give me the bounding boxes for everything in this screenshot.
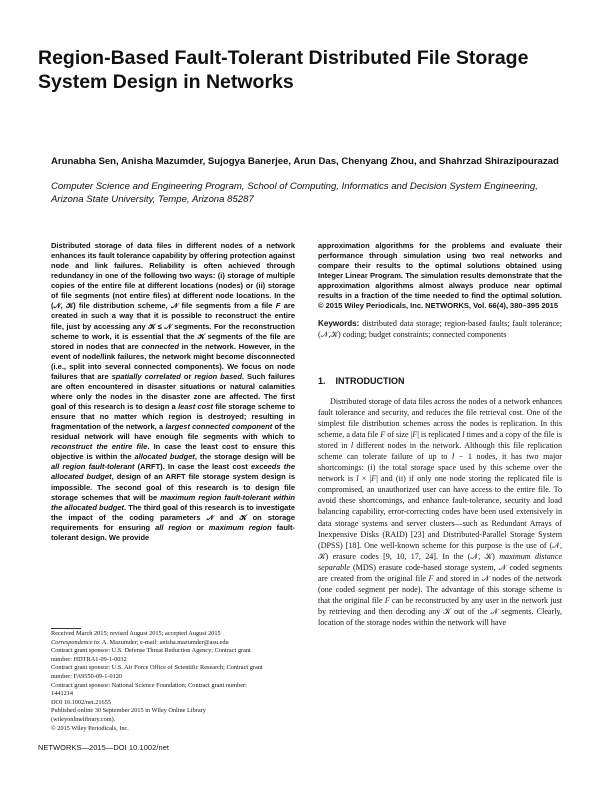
footnote-published: Published online 30 September 2015 in Wiley Online Library (wileyonlinelibrary.com). (51, 707, 206, 723)
keywords-text: distributed data storage; region-based faults; fault tolerance; (𝒩,𝒦) coding; budget constraints; connected components (318, 319, 562, 339)
author-list: Arunabha Sen, Anisha Mazumder, Sujogya Banerjee, Arun Das, Chenyang Zhou, and Shahrzad Shirazipourazad (51, 156, 559, 167)
section-title: INTRODUCTION (335, 376, 405, 386)
page-footer: NETWORKS—2015—DOI 10.1002/net (38, 743, 170, 752)
footnote-grant: Contract grant sponsor: National Science Foundation; Contract grant number: 1441214 (51, 681, 247, 698)
paper-title: Region-Based Fault-Tolerant Distributed File Storage System Design in Networks (38, 47, 529, 93)
keywords (318, 318, 562, 340)
footnote-grant: Contract grant sponsor: U.S. Air Force Office of Scientific Research; Contract grant number: FA9550-09-1-0120 (51, 664, 263, 680)
abstract-text: Distributed storage of data files in different nodes of a network enhances its fault tolerance capability by offering protection against node and link failures. Reliability is often achieved through redundancy in one of the following two ways: (i) storage of multiple copies of the entire file at different locations (nodes) or (ii) storage of file segments (not entire files) at different node locations. In the (𝒩, 𝒦) file distribution scheme, 𝒩 file segments from a file F are created in such a way that it is possible to reconstruct the entire file, just by accessing any 𝒦 ≤ 𝒩 segments. For the reconstruction scheme to work, it is essential that the 𝒦 segments of the file are stored in nodes that are connected in the network. However, in the event of node/link failures, the network might become disconnected (i.e., split into several connected components). We focus on node failures that are spatially correlated or region based. Such failures are often encountered in disaster situations or natural calamities where only the nodes in the disaster zone are affected. The first goal of this research is to design a least cost file storage scheme to ensure that no matter which region is destroyed; resulting in fragmentation of the network, a largest connected component of the residual network will have enough file segments with which to reconstruct the entire file. In case the least cost to ensure this objective is within the allocated budget, the storage design will be all region fault-tolerant (ARFT). In case the least cost exceeds the allocated budget, design of an ARFT file storage system design is impossible. The second goal of this research is to design file storage schemes that will be maximum region fault-tolerant within the allocated budget. The third goal of this research is to investigate the impact of the coding parameters 𝒩 and 𝒦 on storage requirements for ensuring all region or maximum region fault-tolerant design. We provide (51, 241, 296, 542)
author-affiliation: Computer Science and Engineering Program, School of Computing, Informatics and Decision System Engineering, Arizona State University, Tempe, Arizona 85287 (51, 181, 538, 205)
footnote-copyright: © 2015 Wiley Periodicals, Inc. (51, 724, 129, 732)
section-heading (318, 375, 562, 387)
footnote-doi: DOI 10.1002/net.21655 (51, 698, 111, 706)
keywords-label: Keywords: (318, 319, 360, 328)
introduction-paragraph: Distributed storage of data files across the nodes of a network enhances fault tolerance and security, and reduces the file retrieval cost. One of the simplest file distribution schemes across the nodes is replication. In this scheme, a data file F of size |F| is replicated l times and a copy of the file is stored in l different nodes in the network. Although this file replication scheme can tolerate failure of up to l − 1 nodes, it has two major shortcomings: (i) the total storage space used by this scheme over the network is l × |F| and (ii) if only one node storing the replicated file is compromised, an unauthorized user can have access to the entire file. To avoid these shortcomings, and enhance fault-tolerance, security and load balancing capability, error-correcting codes have been used extensively in data storage systems and server clusters—such as Redundant Arrays of Inexpensive Disks (RAID) [23] and Distributed-Parallel Storage System (DPSS) [18]. One well-known scheme for this purpose is the use of (𝒩, 𝒦) erasure codes [9, 10, 17, 24]. In the (𝒩, 𝒦) maximum distance separable (MDS) erasure code-based storage system, 𝒩 coded segments are created from the original file F and stored in 𝒩 nodes of the network (one coded segment per node). The advantage of this storage scheme is that the original file F can be reconstructed by any user in the network just by retrieving and then decoding any 𝒦 out of the 𝒩 segments. Clearly, location of the storage nodes within the network will have (318, 397, 562, 627)
abstract-continuation: approximation algorithms for the problems and evaluate their performance through simulation using two real networks and compare their results to the optimal solutions obtained using Integer Linear Program. The simulation results demonstrate that the approximation algorithms almost always produce near optimal results in a fraction of the time needed to find the optimal solution. © 2015 Wiley Periodicals, Inc. NETWORKS, Vol. 66(4), 380–395 2015 (318, 241, 562, 311)
footnote-grant: Contract grant sponsor: U.S. Defense Threat Reduction Agency; Contract grant number: HDTRA1-09-1-0032 (51, 647, 251, 663)
footnote-correspondence: Correspondence to: A. Mazumder; e-mail: anisha.mazumder@asu.edu (51, 638, 229, 646)
footnotes (51, 630, 266, 733)
section-number: 1. (318, 376, 326, 386)
footnote-divider (51, 628, 81, 629)
footnote-received: Received March 2015; revised August 2015; accepted August 2015 (51, 630, 221, 637)
